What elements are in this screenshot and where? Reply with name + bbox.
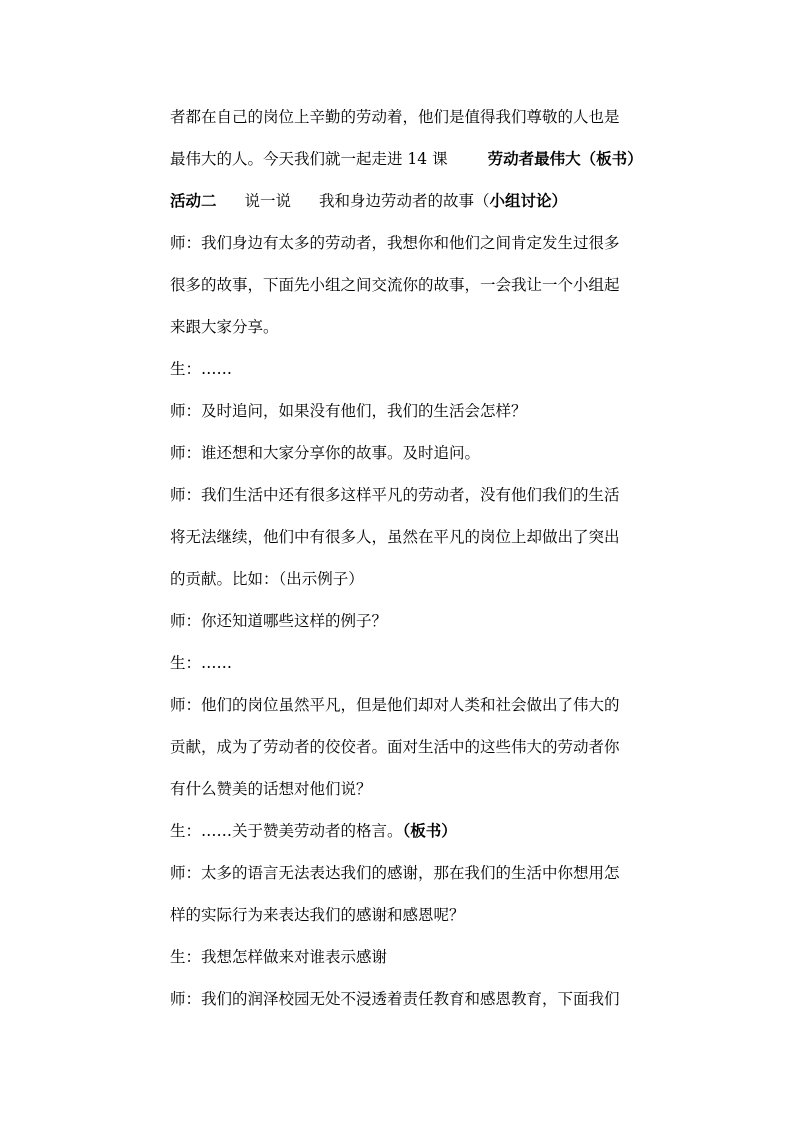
text-line-7: 生：…… [170, 360, 233, 378]
text-line-15: 师：他们的岗位虽然平凡，但是他们却对人类和社会做出了伟大的 [170, 696, 620, 714]
text-line-14: 生：…… [170, 654, 233, 672]
text-line-19: 师：太多的语言无法表达我们的感谢，那在我们的生活中你想用怎 [170, 864, 620, 882]
text-line-17: 有什么赞美的话想对他们说？ [170, 780, 372, 798]
text-line-1: 者都在自己的岗位上辛勤的劳动着，他们是值得我们尊敬的人也是 [170, 108, 620, 126]
text-line-16: 贡献，成为了劳动者的佼佼者。面对生活中的这些伟大的劳动者你 [170, 738, 620, 756]
text-line-5: 很多的故事，下面先小组之间交流你的故事，一会我让一个小组起 [170, 276, 620, 294]
text-line-9: 师：谁还想和大家分享你的故事。及时追问。 [170, 444, 481, 462]
activity-heading [170, 189, 670, 213]
text-line-12: 的贡献。比如：（出示例子） [170, 570, 364, 588]
text-line-10: 师：我们生活中还有很多这样平凡的劳动者，没有他们我们的生活 [170, 486, 620, 504]
text-line-2 [170, 147, 670, 171]
text-line-4: 师：我们身边有太多的劳动者，我想你和他们之间肯定发生过很多 [170, 234, 620, 252]
blackboard-note-bold: （板书） [402, 821, 457, 840]
text-line-6: 来跟大家分享。 [170, 318, 279, 336]
activity-say: 说一说 [244, 192, 292, 210]
activity-topic: 我和身边劳动者的故事（ [319, 192, 490, 210]
text-line-21: 生：我想怎样做来对谁表示感谢 [170, 948, 388, 966]
lesson-intro-text: 最伟大的人。今天我们就一起走进 14 课 [170, 150, 448, 168]
motto-text: 生：……关于赞美劳动者的格言。 [170, 822, 403, 840]
text-line-11: 将无法继续，他们中有很多人，虽然在平凡的岗位上却做出了突出 [170, 528, 620, 546]
activity-label: 活动二 [170, 191, 217, 210]
text-line-18 [170, 819, 670, 843]
text-line-22: 师：我们的润泽校园无处不浸透着责任教育和感恩教育，下面我们 [170, 990, 620, 1008]
text-line-13: 师：你还知道哪些这样的例子？ [170, 612, 388, 630]
activity-group-discussion: 小组讨论） [489, 191, 568, 210]
lesson-title-bold: 劳动者最伟大（板书） [487, 149, 643, 168]
text-line-8: 师：及时追问，如果没有他们，我们的生活会怎样？ [170, 402, 527, 420]
text-line-20: 样的实际行为来表达我们的感谢和感恩呢？ [170, 906, 465, 924]
